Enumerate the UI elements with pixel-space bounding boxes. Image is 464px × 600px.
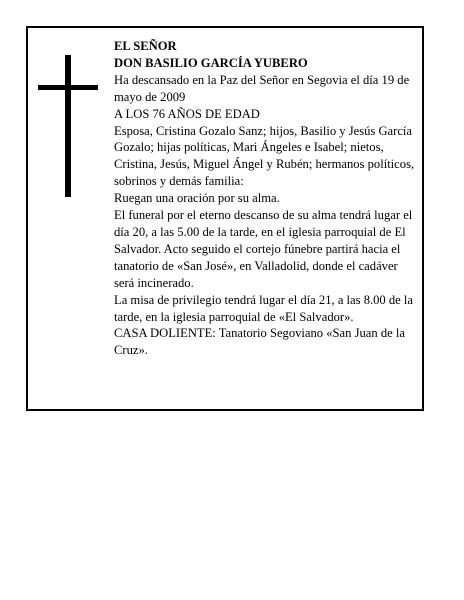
cross-vertical-bar bbox=[65, 55, 71, 197]
cross-horizontal-bar bbox=[38, 85, 98, 90]
prayer-request: Ruegan una oración por su alma. bbox=[114, 191, 280, 206]
deceased-name: DON BASILIO GARCÍA YUBERO bbox=[114, 55, 308, 70]
mourning-house: CASA DOLIENTE: Tanatorio Segoviano «San Juan de la Cruz». bbox=[114, 326, 405, 358]
age-line: A LOS 76 AÑOS DE EDAD bbox=[114, 106, 260, 121]
funeral-paragraph: El funeral por el eterno descanso de su alma tendrá lugar el día 20, a las 5.00 de la tarde, en el iglesia parroquial de El Salvador. Acto seguido el cortejo fúnebre partirá hacia el tanatorio de «San José», en Valladolid, donde el cadáver será incinerado. bbox=[114, 208, 413, 290]
mass-paragraph: La misa de privilegio tendrá lugar el día 21, a las 8.00 de la tarde, en la iglesia parroquial de «El Salvador». bbox=[114, 292, 414, 324]
obituary-text bbox=[114, 38, 420, 359]
cross-icon bbox=[38, 55, 98, 197]
rest-statement: Ha descansado en la Paz del Señor en Segovia el día 19 de mayo de 2009 bbox=[114, 72, 410, 104]
family-paragraph: Esposa, Cristina Gozalo Sanz; hijos, Basilio y Jesús García Gozalo; hijas políticas, Mari Ángeles e Isabel; nietos, Cristina, Jesús, Miguel Ángel y Rubén; hermanos políticos, sobrinos y demás familia: bbox=[114, 123, 415, 189]
title-line: EL SEÑOR bbox=[114, 39, 177, 53]
